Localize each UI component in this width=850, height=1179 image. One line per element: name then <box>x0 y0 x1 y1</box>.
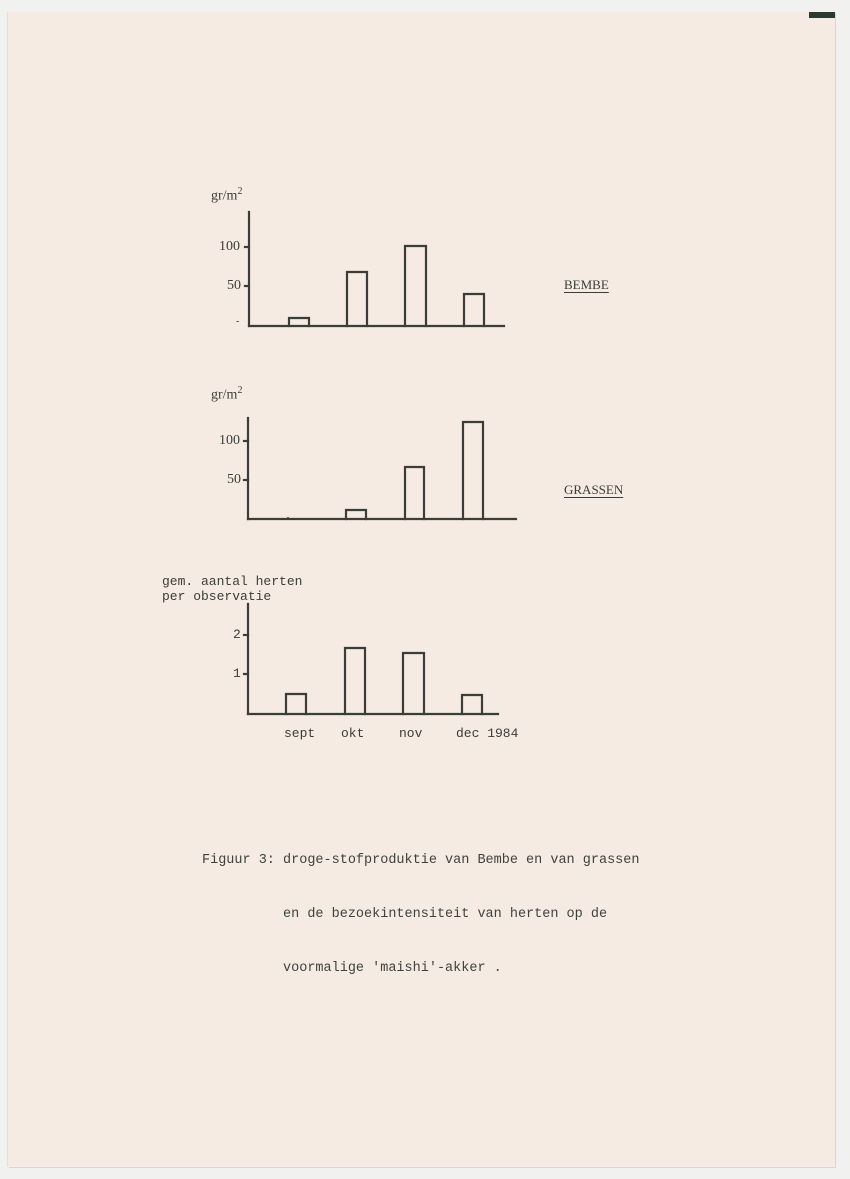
caption-line-3: voormalige 'maishi'-akker . <box>202 961 502 976</box>
herten-tick-label-2: 2 <box>233 627 241 642</box>
caption-line-1: Figuur 3: droge-stofproduktie van Bembe en van grassen <box>202 853 640 868</box>
herten-bar-dec <box>462 695 482 714</box>
bembe-y-label: $gr/m^2$ <box>211 186 243 204</box>
bembe-chart <box>245 212 504 326</box>
grassen-series-label: GRASSEN <box>564 482 624 497</box>
herten-tick-label-1: 1 <box>233 666 241 681</box>
bembe-tick-label-100: 100 <box>219 239 240 254</box>
grassen-tick-label-100: 100 <box>219 433 240 448</box>
caption-line-2: en de bezoekintensiteit van herten op de <box>202 907 608 922</box>
herten-x-label-nov: nov <box>399 726 423 741</box>
herten-x-label-dec: dec 1984 <box>456 726 519 741</box>
bembe-tick-label-50: 50 <box>227 278 241 293</box>
bembe-bar-sept <box>289 318 309 326</box>
grassen-sept-zero-mark <box>287 517 289 519</box>
bembe-bar-dec <box>464 294 484 326</box>
herten-chart <box>244 604 498 714</box>
grassen-y-label: $gr/m^2$ <box>211 385 243 403</box>
grassen-chart <box>244 418 516 519</box>
bembe-tick-label-0: - <box>236 316 240 327</box>
bembe-bar-nov <box>405 246 426 326</box>
bembe-series-label: BEMBE <box>564 277 609 292</box>
herten-bar-nov <box>403 653 424 714</box>
herten-y-label-line2: per observatie <box>162 589 272 604</box>
herten-x-label-okt: okt <box>341 726 365 741</box>
grassen-tick-label-50: 50 <box>227 472 241 487</box>
herten-y-label-line1: gem. aantal herten <box>162 574 303 589</box>
herten-bar-sept <box>286 694 306 714</box>
herten-x-label-sept: sept <box>284 726 316 741</box>
figure-caption <box>202 816 639 996</box>
grassen-bar-okt <box>346 510 366 519</box>
herten-bar-okt <box>345 648 365 714</box>
bembe-bar-okt <box>347 272 367 326</box>
grassen-bar-dec <box>463 422 483 519</box>
grassen-bar-nov <box>405 467 424 519</box>
